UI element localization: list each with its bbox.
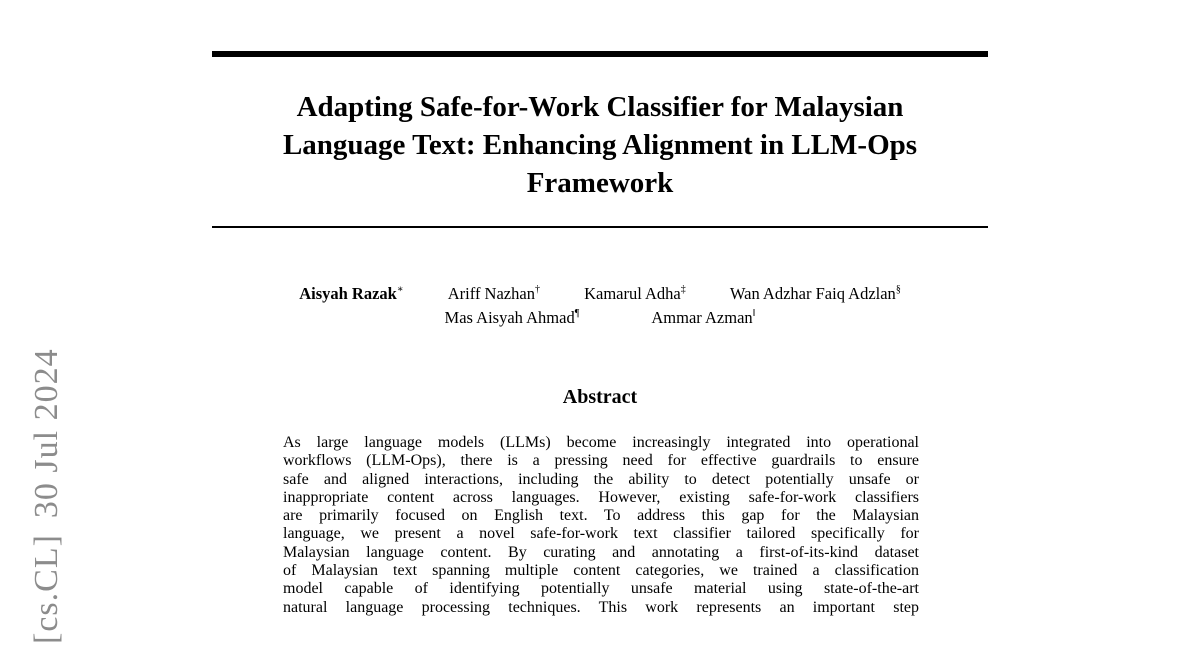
abstract-line: workflows (LLM-Ops), there is a pressing need for effective guardrails to ensure: [283, 452, 919, 470]
title-top-rule: [212, 51, 988, 57]
abstract-line: of Malaysian text spanning multiple content categories, we trained a classification: [283, 562, 919, 580]
arxiv-date: 30 Jul 2024: [28, 348, 65, 519]
author-name: Mas Aisyah Ahmad: [444, 308, 575, 327]
author: [730, 282, 901, 306]
author: [584, 282, 686, 306]
author: [651, 306, 755, 330]
author-name: Aisyah Razak: [299, 284, 397, 303]
author-name: Ammar Azman: [651, 308, 753, 327]
arxiv-category: [cs.CL]: [28, 534, 65, 644]
abstract-line: As large language models (LLMs) become increasingly integrated into operational: [283, 434, 919, 451]
author: [299, 282, 403, 306]
author-footnote-mark: ∗: [396, 284, 404, 295]
abstract-line: model capable of identifying potentially unsafe material using state-of-the-art: [283, 580, 919, 598]
abstract-line: Malaysian language content. By curating and annotating a first-of-its-kind dataset: [283, 543, 919, 561]
author-footnote-mark: ‖: [752, 308, 756, 319]
arxiv-stamp: [28, 348, 66, 644]
author-name: Wan Adzhar Faiq Adzlan: [729, 284, 896, 303]
abstract-line: language, we present a novel safe-for-work text classifier tailored specifically for: [283, 525, 919, 543]
abstract-line: safe and aligned interactions, including the ability to detect potentially unsafe or: [283, 470, 919, 488]
author-footnote-mark: ‡: [680, 284, 686, 295]
author-name: Kamarul Adha: [584, 284, 681, 303]
paper-title: [212, 88, 988, 202]
author-footnote-mark: †: [534, 284, 540, 295]
author-line: [212, 306, 988, 330]
abstract-heading: Abstract: [562, 386, 638, 408]
author-line: [212, 282, 988, 306]
abstract-body: [283, 434, 919, 617]
title-line: Adapting Safe-for-Work Classifier for Malaysian: [296, 91, 904, 123]
author: [448, 282, 540, 306]
author-footnote-mark: ¶: [574, 308, 580, 319]
author-list: [212, 282, 988, 330]
author: [445, 306, 580, 330]
title-line: Language Text: Enhancing Alignment in LLM-Ops: [282, 129, 918, 161]
abstract-line: inappropriate content across languages. However, existing safe-for-work classifiers: [283, 488, 919, 506]
author-footnote-mark: §: [895, 284, 901, 295]
abstract-line: natural language processing techniques. This work represents an important step: [283, 598, 919, 616]
author-name: Ariff Nazhan: [447, 284, 535, 303]
title-bottom-rule: [212, 226, 988, 228]
abstract-line: are primarily focused on English text. To address this gap for the Malaysian: [283, 507, 919, 525]
title-line: Framework: [526, 167, 674, 199]
